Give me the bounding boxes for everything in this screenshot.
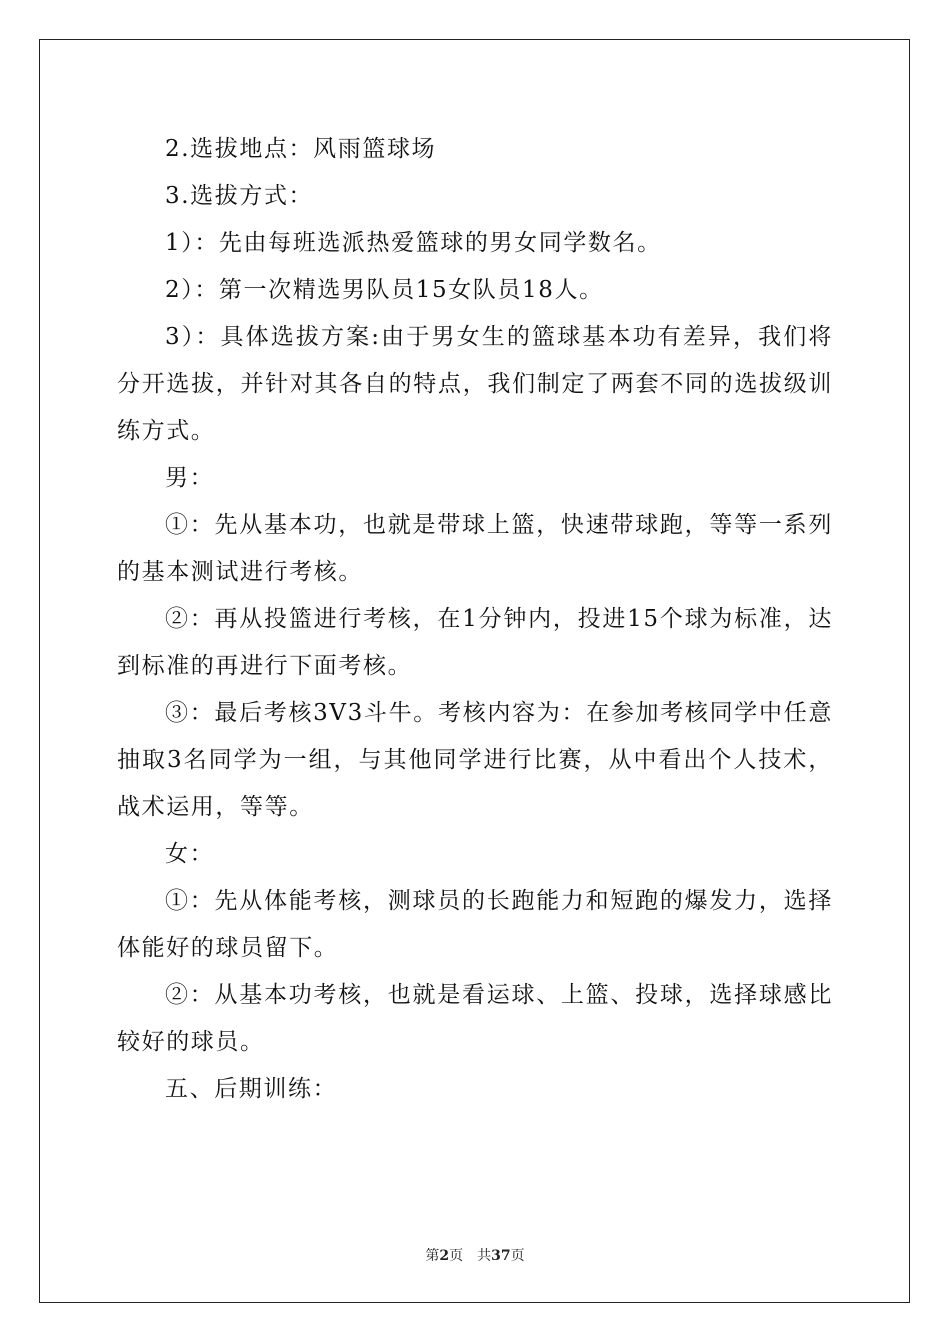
paragraph: ①：先从体能考核，测球员的长跑能力和短跑的爆发力，选择体能好的球员留下。	[117, 888, 833, 961]
paragraph: 2）：第一次精选男队员15女队员18人。	[165, 277, 604, 303]
total-prefix: 共	[477, 1248, 492, 1264]
page-suffix: 页	[449, 1248, 464, 1264]
document-body	[117, 126, 833, 1113]
page-prefix: 第	[425, 1248, 440, 1264]
paragraph: 1）：先由每班选派热爱篮球的男女同学数名。	[165, 230, 662, 256]
paragraph: 五、后期训练：	[165, 1076, 338, 1102]
page-number: 2	[439, 1248, 450, 1264]
paragraph: ②：再从投篮进行考核，在1分钟内，投进15个球为标准，达到标准的再进行下面考核。	[117, 606, 833, 679]
page-footer	[0, 1246, 950, 1266]
paragraph: ③：最后考核3V3斗牛。考核内容为：在参加考核同学中任意抽取3名同学为一组，与其他同学进行比赛，从中看出个人技术，战术运用，等等。	[117, 700, 833, 820]
total-suffix: 页	[510, 1248, 525, 1264]
paragraph: 男：	[165, 465, 215, 491]
paragraph: 3）：具体选拔方案:由于男女生的篮球基本功有差异，我们将分开选拔，并针对其各自的特点，我们制定了两套不同的选拔级训练方式。	[117, 324, 833, 444]
paragraph: 2.选拔地点：风雨篮球场	[165, 136, 437, 162]
paragraph: ①：先从基本功，也就是带球上篮，快速带球跑，等等一系列的基本测试进行考核。	[117, 512, 833, 585]
paragraph: 女：	[165, 841, 215, 867]
paragraph: ②：从基本功考核，也就是看运球、上篮、投球，选择球感比较好的球员。	[117, 982, 833, 1055]
total-pages: 37	[491, 1248, 511, 1264]
paragraph: 3.选拔方式：	[165, 183, 314, 209]
